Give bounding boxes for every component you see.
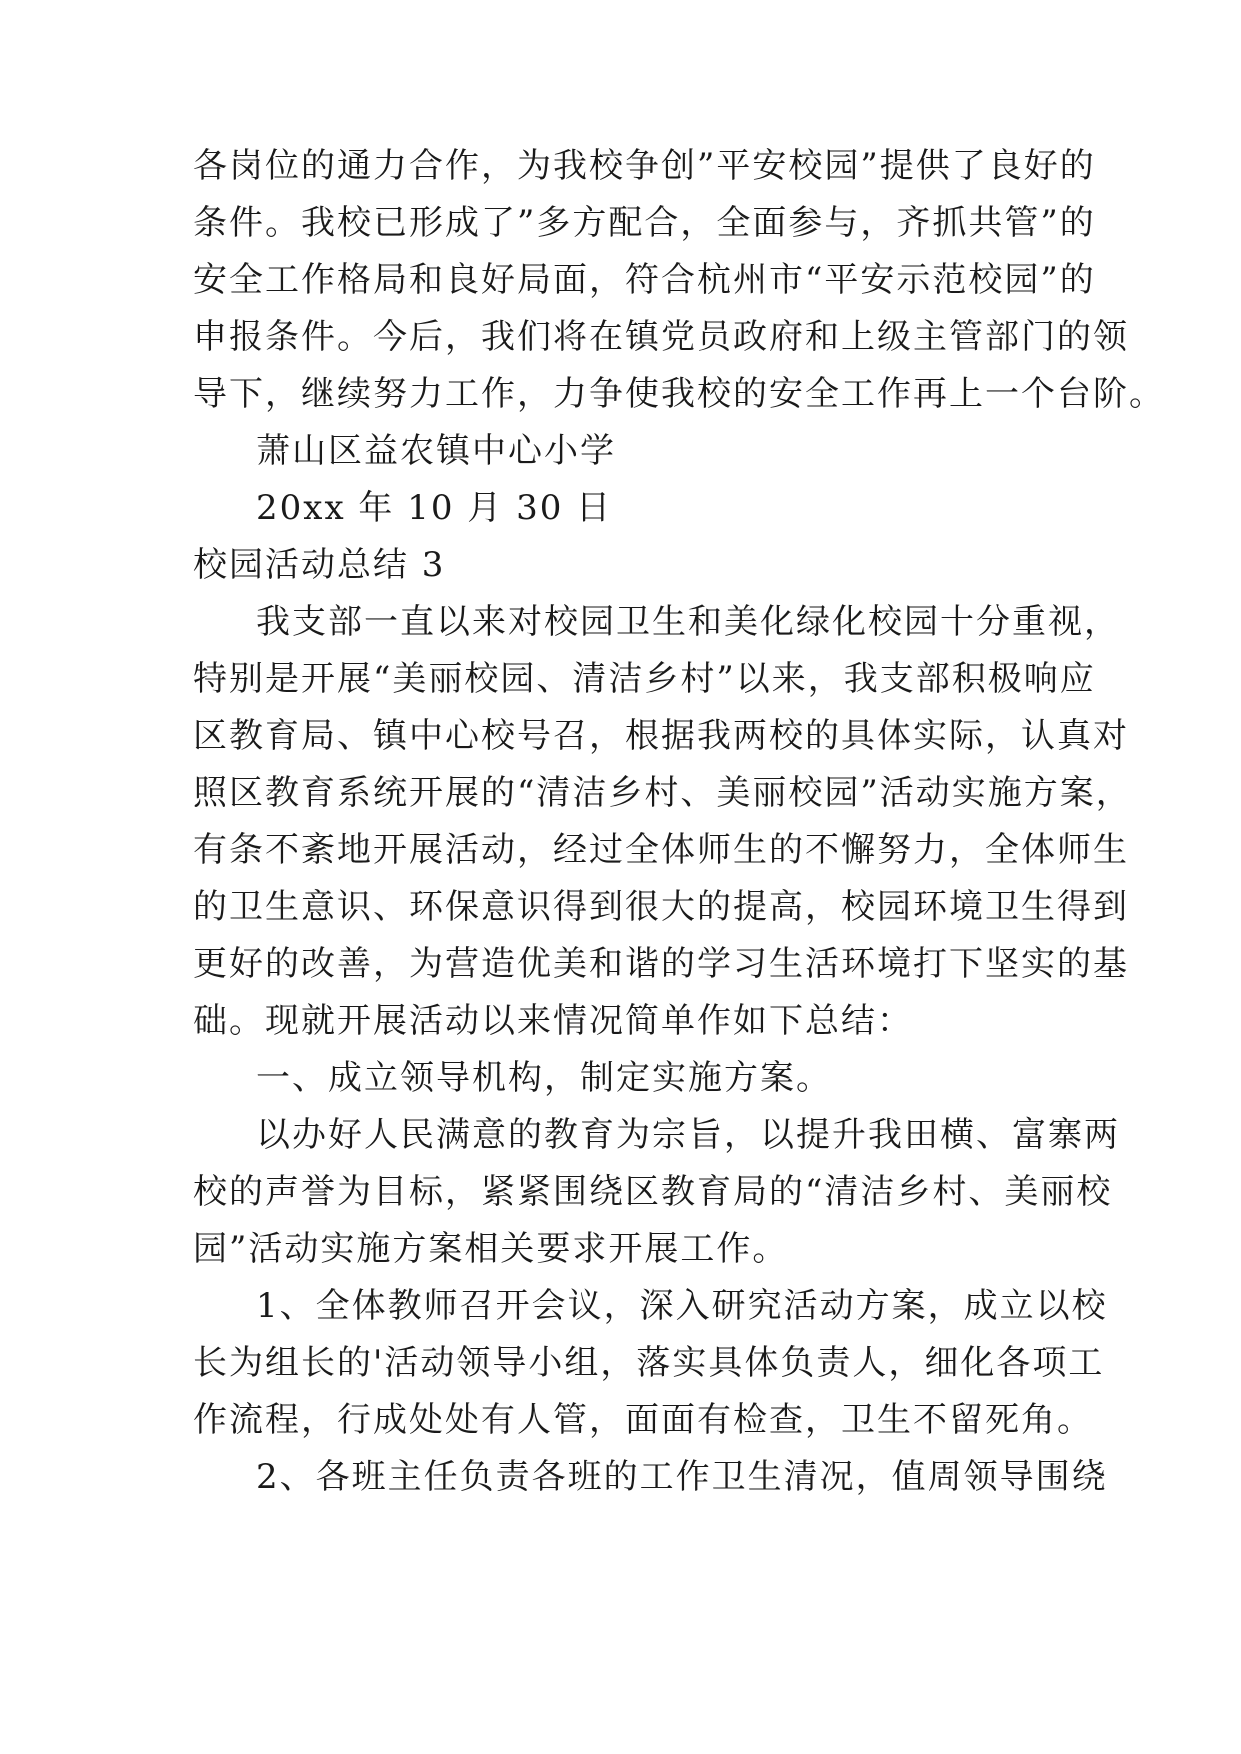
paragraph-line: 的卫生意识、环保意识得到很大的提高，校园环境卫生得到 (193, 887, 1129, 927)
list-item: 1、全体教师召开会议，深入研究活动方案，成立以校 (256, 1286, 1108, 1326)
paragraph-line: 特别是开展“美丽校园、清洁乡村”以来，我支部积极响应 (193, 659, 1096, 699)
signature-organization: 萧山区益农镇中心小学 (256, 431, 616, 471)
section-title: 校园活动总结 3 (193, 545, 446, 585)
paragraph-line: 作流程，行成处处有人管，面面有检查，卫生不留死角。 (193, 1400, 1093, 1440)
paragraph-line: 申报条件。今后，我们将在镇党员政府和上级主管部门的领 (193, 317, 1129, 357)
paragraph-line: 长为组长的'活动领导小组，落实具体负责人，细化各项工 (193, 1343, 1105, 1383)
subheading: 一、成立领导机构，制定实施方案。 (256, 1058, 832, 1098)
paragraph-line: 园”活动实施方案相关要求开展工作。 (193, 1229, 789, 1269)
paragraph-line: 照区教育系统开展的“清洁乡村、美丽校园”活动实施方案， (193, 773, 1132, 813)
paragraph-line: 础。现就开展活动以来情况简单作如下总结： (193, 1001, 913, 1041)
signature-date: 20xx 年 10 月 30 日 (256, 488, 613, 528)
paragraph-line: 更好的改善，为营造优美和谐的学习生活环境打下坚实的基 (193, 944, 1129, 984)
paragraph-line: 导下，继续努力工作，力争使我校的安全工作再上一个台阶。 (193, 374, 1165, 414)
paragraph-line: 条件。我校已形成了”多方配合，全面参与，齐抓共管”的 (193, 203, 1096, 243)
paragraph-line: 区教育局、镇中心校号召，根据我两校的具体实际，认真对 (193, 716, 1129, 756)
paragraph-line: 我支部一直以来对校园卫生和美化绿化校园十分重视， (256, 602, 1120, 642)
paragraph-line: 各岗位的通力合作，为我校争创”平安校园”提供了良好的 (193, 146, 1096, 186)
paragraph-line: 以办好人民满意的教育为宗旨，以提升我田横、富寨两 (256, 1115, 1120, 1155)
paragraph-line: 校的声誉为目标，紧紧围绕区教育局的“清洁乡村、美丽校 (193, 1172, 1113, 1212)
list-item: 2、各班主任负责各班的工作卫生清况，值周领导围绕 (256, 1457, 1108, 1497)
paragraph-line: 有条不紊地开展活动，经过全体师生的不懈努力，全体师生 (193, 830, 1129, 870)
paragraph-line: 安全工作格局和良好局面，符合杭州市“平安示范校园”的 (193, 260, 1096, 300)
